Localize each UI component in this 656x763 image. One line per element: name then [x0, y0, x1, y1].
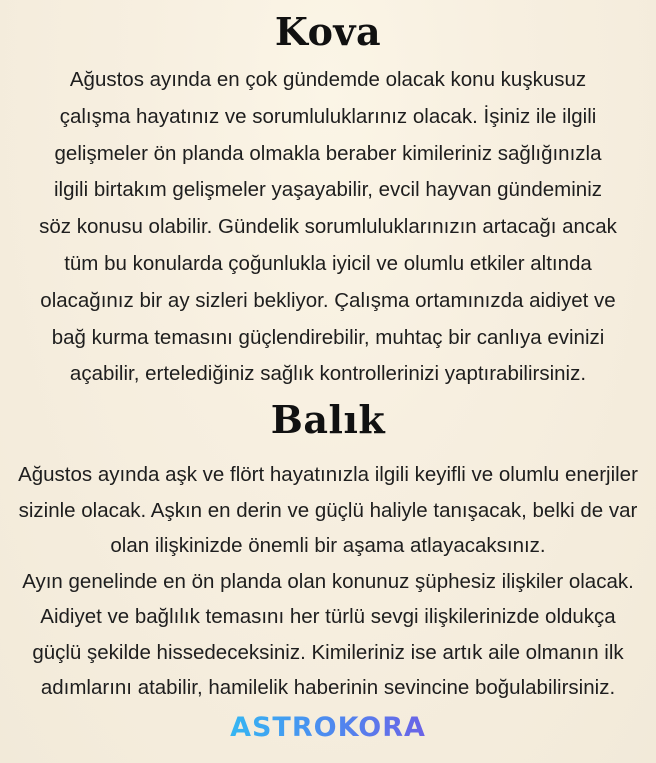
kova-line: gelişmeler ön planda olmakla beraber kimileriniz sağlığınızla	[54, 141, 602, 165]
kova-line: çalışma hayatınız ve sorumluluklarınız olacak. İşiniz ile ilgili	[59, 104, 597, 128]
brand-footer	[0, 708, 656, 748]
balik-line: Aidiyet ve bağlılık temasını her türlü sevgi ilişkilerinizde oldukça	[40, 605, 616, 628]
balik-line: olan ilişkinizde önemli bir aşama atlayacaksınız.	[110, 534, 546, 557]
balik-line: güçlü şekilde hissedeceksiniz. Kimileriniz ise artık aile olmanın ilk	[32, 640, 624, 664]
kova-line: ilgili birtakım gelişmeler yaşayabilir, evcil hayvan gündeminiz	[53, 178, 603, 202]
kova-line: Ağustos ayında en çok gündemde olacak konu kuşkusuz	[69, 68, 587, 91]
kova-line: tüm bu konularda çoğunlukla iyicil ve olumlu etkiler altında	[64, 251, 592, 275]
balik-line: Ayın genelinde en ön planda olan konunuz şüphesiz ilişkiler olacak.	[22, 569, 634, 593]
balik-line: Ağustos ayında aşk ve flört hayatınızla ilgili keyifli ve olumlu enerjiler	[18, 463, 638, 486]
brand-logo-text: ASTROKORA	[230, 708, 426, 748]
kova-line: bağ kurma temasını güçlendirebilir, muhtaç bir canlıya evinizi	[51, 325, 605, 349]
balik-line: adımlarını atabilir, hamilelik haberinin sevincine boğulabilirsiniz.	[40, 676, 616, 699]
kova-line: açabilir, ertelediğiniz sağlık kontrollerinizi yaptırabilirsiniz.	[69, 362, 587, 386]
kova-heading: Kova	[274, 9, 382, 54]
balik-line: sizinle olacak. Aşkın en derin ve güçlü haliyle tanışacak, belki de var	[18, 498, 638, 522]
balik-heading: Balık	[270, 397, 386, 442]
kova-line: olacağınız bir ay sizleri bekliyor. Çalışma ortamınızda aidiyet ve	[40, 288, 616, 312]
kova-line: söz konusu olabilir. Gündelik sorumluluklarınızın artacağı ancak	[39, 215, 617, 239]
kova-paragraph	[0, 62, 656, 393]
balik-paragraph	[0, 457, 656, 706]
